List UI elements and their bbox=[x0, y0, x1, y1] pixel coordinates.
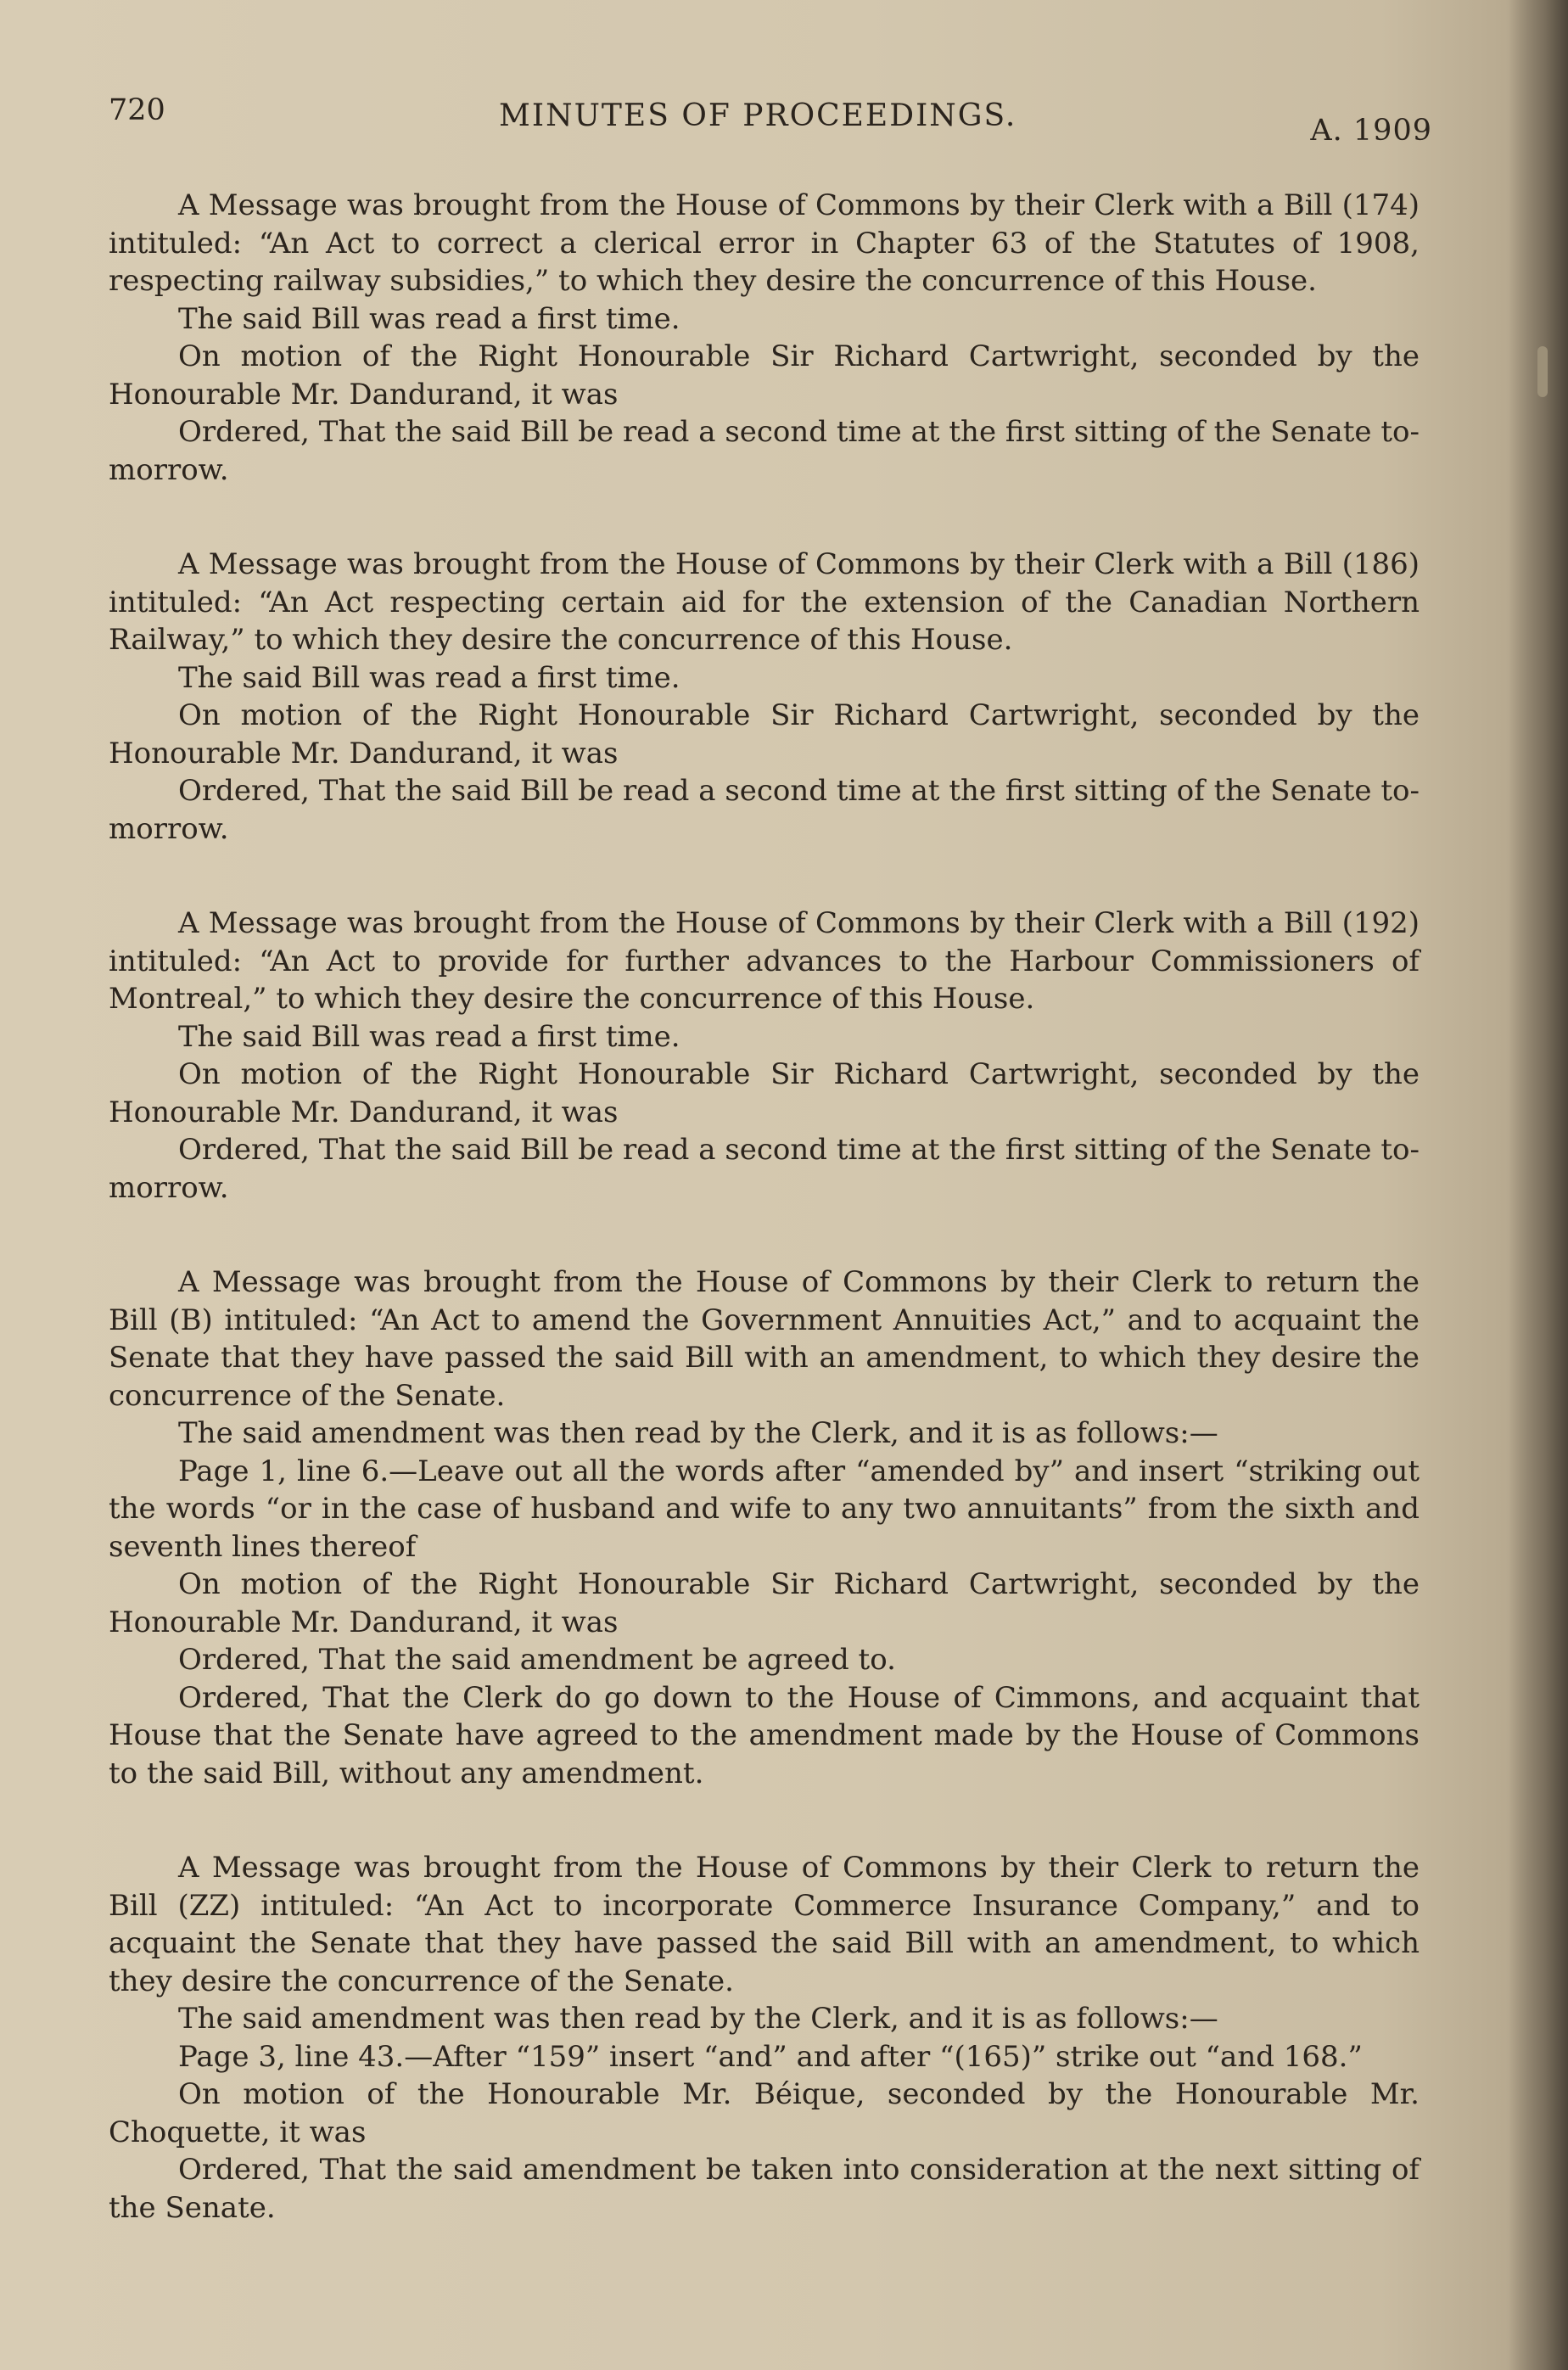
order-paragraph: Ordered, That the said amendment be agreed to. bbox=[178, 1643, 896, 1677]
first-reading-paragraph: The said Bill was read a first time. bbox=[178, 301, 680, 336]
motion-paragraph: On motion of the Right Honourable Sir Richard Cartwright, seconded by the Honourable Mr. Dandurand, it was bbox=[109, 339, 1420, 412]
page-number: 720 bbox=[109, 93, 165, 127]
page-header bbox=[109, 85, 1432, 148]
order-paragraph: Ordered, That the said Bill be read a second time at the first sitting of the Senate to-morrow. bbox=[109, 415, 1420, 487]
message-block-bill-b bbox=[109, 1263, 1420, 1792]
motion-paragraph: On motion of the Right Honourable Sir Richard Cartwright, seconded by the Honourable Mr. Dandurand, it was bbox=[109, 1567, 1420, 1639]
amendment-text-paragraph: Page 3, line 43.—After “159” insert “and” and after “(165)” strike out “and 168.” bbox=[178, 2039, 1363, 2074]
running-title: MINUTES OF PROCEEDINGS. bbox=[499, 98, 1017, 133]
message-block-bill-zz bbox=[109, 1849, 1420, 2227]
message-paragraph: A Message was brought from the House of Commons by their Clerk with a Bill (186) intituled: “An Act respecting certain aid for the extension of the Canadian Northern Railway,” to which they desire the concurrence of this House. bbox=[109, 547, 1420, 657]
amendment-text-paragraph: Page 1, line 6.—Leave out all the words after “amended by” and insert “striking out the words “or in the case of husband and wife to any two annuitants” from the sixth and seventh lines thereof bbox=[109, 1454, 1420, 1564]
message-block-bill-192 bbox=[109, 905, 1420, 1207]
order-paragraph: Ordered, That the said Bill be read a second time at the first sitting of the Senate to-morrow. bbox=[109, 1133, 1420, 1205]
message-paragraph: A Message was brought from the House of Commons by their Clerk with a Bill (192) intituled: “An Act to provide for further advances to the Harbour Commissioners of Montreal,” to which they desire the concurrence of this House. bbox=[109, 906, 1420, 1016]
session-year: A. 1909 bbox=[1310, 114, 1432, 148]
page-edge-mark bbox=[1537, 346, 1548, 397]
motion-paragraph: On motion of the Honourable Mr. Béique, seconded by the Honourable Mr. Choquette, it was bbox=[109, 2077, 1420, 2149]
order-paragraph: Ordered, That the Clerk do go down to the House of Cimmons, and acquaint that House that the Senate have agreed to the amendment made by the House of Commons to the said Bill, without any amendment. bbox=[109, 1680, 1420, 1790]
first-reading-paragraph: The said Bill was read a first time. bbox=[178, 1019, 680, 1054]
minutes-body bbox=[109, 187, 1420, 2227]
message-block-bill-186 bbox=[109, 546, 1420, 848]
message-paragraph: A Message was brought from the House of Commons by their Clerk to return the Bill (B) intituled: “An Act to amend the Government Annuities Act,” and to acquaint the Senate that they have passed the said Bill with an amendment, to which they desire the concurrence of the Senate. bbox=[109, 1265, 1420, 1413]
amendment-read-paragraph: The said amendment was then read by the Clerk, and it is as follows:— bbox=[178, 2002, 1218, 2036]
amendment-read-paragraph: The said amendment was then read by the Clerk, and it is as follows:— bbox=[178, 1416, 1218, 1450]
message-block-bill-174 bbox=[109, 187, 1420, 489]
order-paragraph: Ordered, That the said Bill be read a second time at the first sitting of the Senate to-morrow. bbox=[109, 774, 1420, 846]
block-separator bbox=[109, 1207, 1420, 1263]
block-separator bbox=[109, 848, 1420, 905]
first-reading-paragraph: The said Bill was read a first time. bbox=[178, 660, 680, 695]
motion-paragraph: On motion of the Right Honourable Sir Richard Cartwright, seconded by the Honourable Mr. Dandurand, it was bbox=[109, 1057, 1420, 1129]
message-paragraph: A Message was brought from the House of Commons by their Clerk with a Bill (174) intituled: “An Act to correct a clerical error in Chapter 63 of the Statutes of 1908, respecting railway subsidies,” to which they desire the concurrence of this House. bbox=[109, 188, 1420, 298]
order-paragraph: Ordered, That the said amendment be taken into consideration at the next sitting of the Senate. bbox=[109, 2153, 1420, 2225]
block-separator bbox=[109, 1792, 1420, 1849]
block-separator bbox=[109, 489, 1420, 546]
message-paragraph: A Message was brought from the House of Commons by their Clerk to return the Bill (ZZ) intituled: “An Act to incorporate Commerce Insurance Company,” and to acquaint the Senate that they have passed the said Bill with an amendment, to which they desire the concurrence of the Senate. bbox=[109, 1851, 1420, 1998]
motion-paragraph: On motion of the Right Honourable Sir Richard Cartwright, seconded by the Honourable Mr. Dandurand, it was bbox=[109, 698, 1420, 770]
